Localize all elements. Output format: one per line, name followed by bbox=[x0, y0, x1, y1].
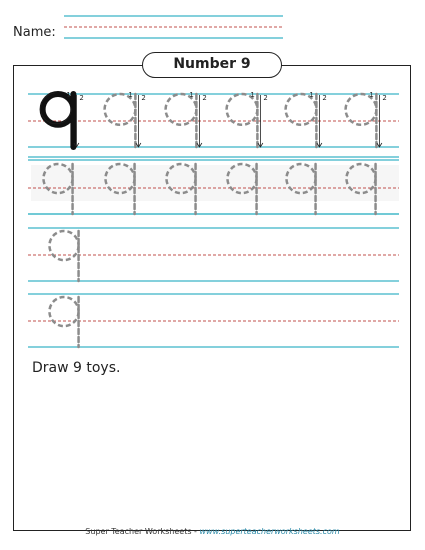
letter-bowl bbox=[227, 164, 256, 193]
letter-bowl bbox=[346, 164, 375, 193]
stroke-number-2: 2 bbox=[141, 94, 146, 102]
stroke-number-1: 1 bbox=[369, 91, 374, 99]
stroke-number-2: 2 bbox=[79, 94, 84, 102]
letter-bowl bbox=[49, 297, 78, 326]
instruction-text: Draw 9 toys. bbox=[32, 360, 121, 376]
footer-url[interactable]: www.superteacherworksheets.com bbox=[199, 527, 340, 536]
dashed-letter-nine bbox=[49, 231, 78, 281]
letter-bowl bbox=[43, 164, 72, 193]
practice-letters bbox=[41, 91, 387, 347]
letter-bowl bbox=[166, 164, 195, 193]
letter-bowl bbox=[105, 164, 134, 193]
stroke-number-1: 1 bbox=[250, 91, 255, 99]
dashed-letter-nine bbox=[286, 164, 315, 214]
page-title bbox=[142, 52, 282, 78]
stroke-number-2: 2 bbox=[322, 94, 327, 102]
stroke-number-2: 2 bbox=[263, 94, 268, 102]
dashed-letter-nine bbox=[346, 164, 375, 214]
letter-bowl bbox=[49, 231, 78, 260]
practice-rule-lines bbox=[28, 94, 399, 347]
dashed-letter-nine bbox=[105, 164, 134, 214]
stroke-number-1: 1 bbox=[66, 91, 71, 99]
name-label: Name: bbox=[13, 25, 56, 40]
name-writing-lines bbox=[64, 16, 283, 38]
dashed-letter-nine bbox=[166, 164, 195, 214]
title-word: Number bbox=[173, 56, 237, 72]
title-numeral: 9 bbox=[240, 56, 251, 72]
stroke-number-1: 1 bbox=[128, 91, 133, 99]
dashed-letter-nine bbox=[43, 164, 72, 214]
footer bbox=[0, 527, 425, 536]
stroke-number-2: 2 bbox=[382, 94, 387, 102]
footer-publisher: Super Teacher Worksheets bbox=[85, 527, 192, 536]
stroke-number-1: 1 bbox=[309, 91, 314, 99]
traced-letter-nine bbox=[227, 94, 258, 147]
footer-separator: - bbox=[191, 527, 200, 536]
stroke-number-1: 1 bbox=[189, 91, 194, 99]
stroke-number-2: 2 bbox=[202, 94, 207, 102]
dashed-letter-nine bbox=[227, 164, 256, 214]
letter-bowl bbox=[286, 164, 315, 193]
dashed-letter-nine bbox=[49, 297, 78, 347]
